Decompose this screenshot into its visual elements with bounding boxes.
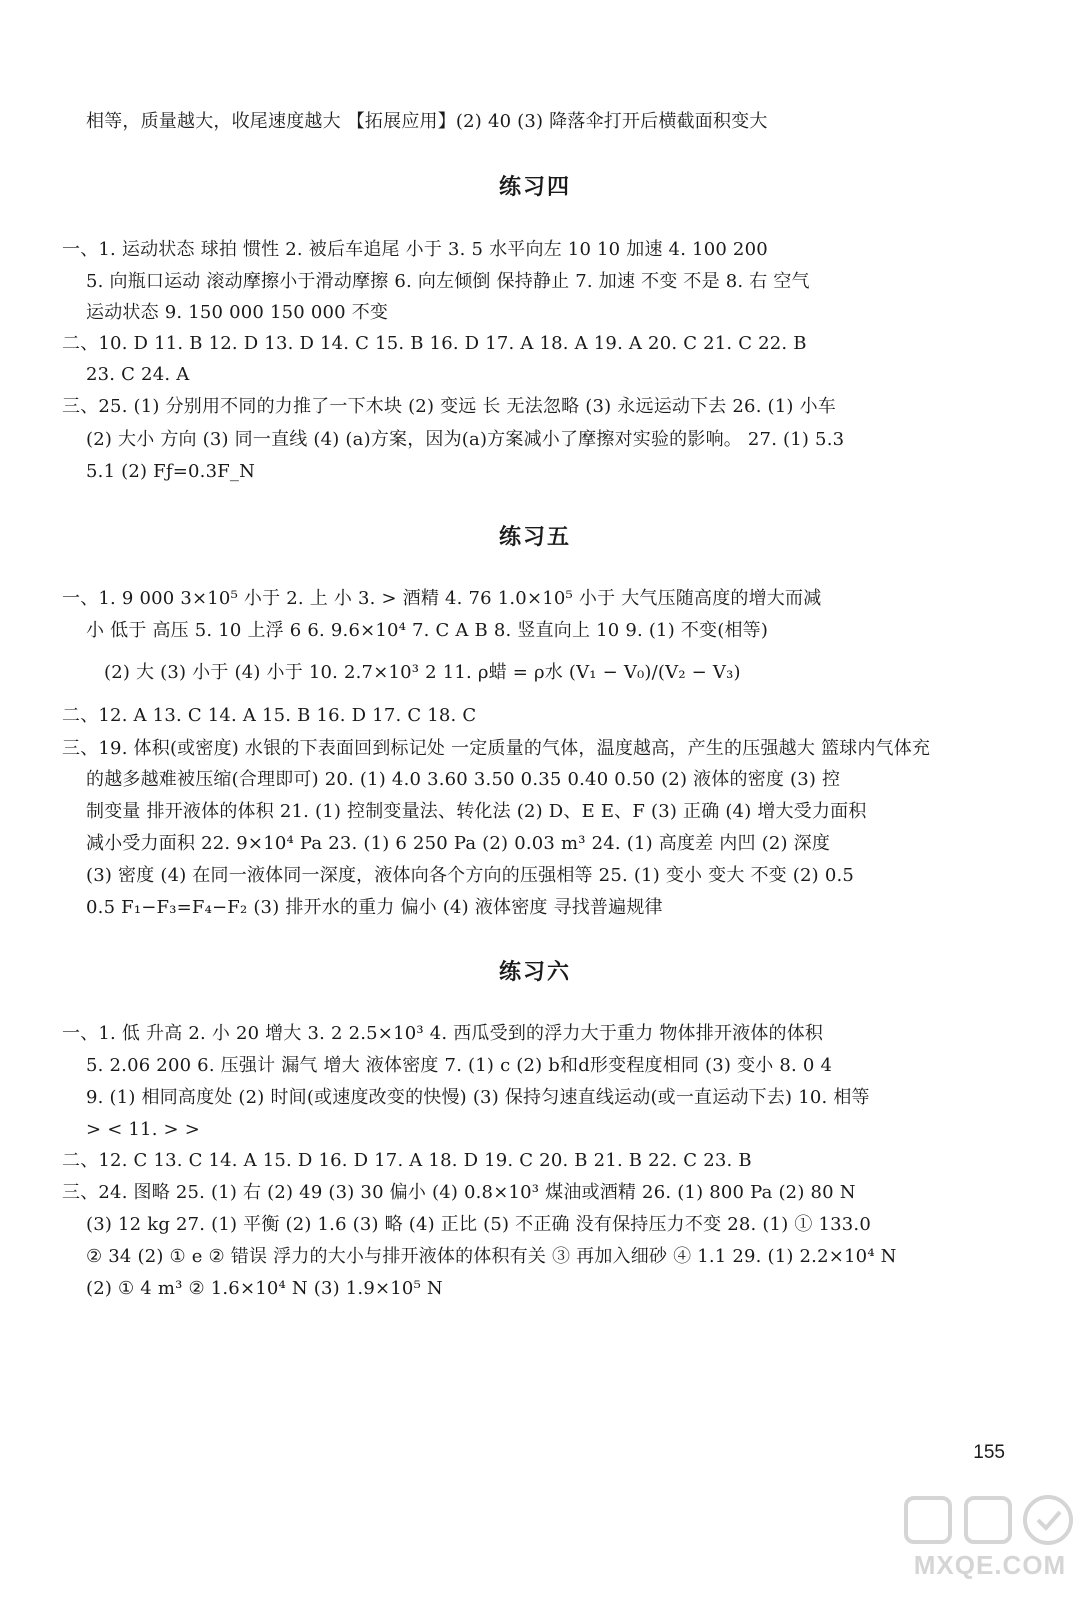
text-line: 二、10. D 11. B 12. D 13. D 14. C 15. B 16. D 17. A 18. A 19. A 20. C 21. C 22. B: [62, 333, 807, 354]
section-title-5: 练习五: [498, 525, 571, 550]
text-line: 减小受力面积 22. 9×10⁴ Pa 23. (1) 6 250 Pa (2) 0.03 m³ 24. (1) 高度差 内凹 (2) 深度: [86, 833, 831, 854]
page-number: 155: [973, 1442, 1005, 1463]
text-line: 5. 2.06 200 6. 压强计 漏气 增大 液体密度 7. (1) c (2) b和d形变程度相同 (3) 变小 8. 0 4: [86, 1055, 833, 1076]
text-line: 23. C 24. A: [86, 364, 190, 385]
text-line: (3) 密度 (4) 在同一液体同一深度，液体向各个方向的压强相等 25. (1) 变小 变大 不变 (2) 0.5: [86, 865, 855, 886]
text-line: > < 11. > >: [86, 1119, 201, 1140]
watermark-icon: [900, 1490, 1080, 1550]
text-line: (2) 大小 方向 (3) 同一直线 (4) (a)方案，因为(a)方案减小了摩擦对实验的影响。 27. (1) 5.3: [86, 429, 845, 450]
text-line: 一、1. 低 升高 2. 小 20 增大 3. 2 2.5×10³ 4. 西瓜受到的浮力大于重力 物体排开液体的体积: [62, 1023, 824, 1044]
text-line: 三、24. 图略 25. (1) 右 (2) 49 (3) 30 偏小 (4) 0.8×10³ 煤油或酒精 26. (1) 800 Pa (2) 80 N: [62, 1182, 856, 1203]
text-line: (3) 12 kg 27. (1) 平衡 (2) 1.6 (3) 略 (4) 正比 (5) 不正确 没有保持压力不变 28. (1) ① 133.0: [86, 1214, 872, 1235]
text-line: 二、12. C 13. C 14. A 15. D 16. D 17. A 18. D 19. C 20. B 21. B 22. C 23. B: [62, 1150, 752, 1171]
text-line: 运动状态 9. 150 000 150 000 不变: [86, 302, 389, 323]
text-line: (2) ① 4 m³ ② 1.6×10⁴ N (3) 1.9×10⁵ N: [86, 1278, 443, 1299]
watermark-logo: [900, 1490, 1080, 1600]
text-line: 相等，质量越大，收尾速度越大 【拓展应用】(2) 40 (3) 降落伞打开后横截面积变大: [86, 111, 768, 132]
watermark-text: MXQE.COM: [913, 1550, 1067, 1580]
text-line: 0.5 F₁−F₃=F₄−F₂ (3) 排开水的重力 偏小 (4) 液体密度 寻找普遍规律: [86, 897, 663, 918]
text-line: 的越多越难被压缩(合理即可) 20. (1) 4.0 3.60 3.50 0.35 0.40 0.50 (2) 液体的密度 (3) 控: [86, 769, 841, 790]
text-line: 一、1. 运动状态 球拍 惯性 2. 被后车追尾 小于 3. 5 水平向左 10 10 加速 4. 100 200: [62, 239, 768, 260]
text-line: ② 34 (2) ① e ② 错误 浮力的大小与排开液体的体积有关 ③ 再加入细砂 ④ 1.1 29. (1) 2.2×10⁴ N: [86, 1246, 897, 1267]
text-line: 一、1. 9 000 3×10⁵ 小于 2. 上 小 3. > 酒精 4. 76 1.0×10⁵ 小于 大气压随高度的增大而减: [62, 588, 822, 609]
text-line: 5. 向瓶口运动 滚动摩擦小于滑动摩擦 6. 向左倾倒 保持静止 7. 加速 不变 不是 8. 右 空气: [86, 271, 810, 292]
text-line: 9. (1) 相同高度处 (2) 时间(或速度改变的快慢) (3) 保持匀速直线运动(或一直运动下去) 10. 相等: [86, 1087, 870, 1108]
text-line: 二、12. A 13. C 14. A 15. B 16. D 17. C 18. C: [62, 705, 477, 726]
section-title-6: 练习六: [498, 960, 571, 985]
text-line: 5.1 (2) Fƒ=0.3F_N: [86, 461, 256, 482]
text-line: 三、25. (1) 分别用不同的力推了一下木块 (2) 变远 长 无法忽略 (3) 永远运动下去 26. (1) 小车: [62, 396, 836, 417]
section-title-4: 练习四: [498, 175, 571, 200]
text-line: 三、19. 体积(或密度) 水银的下表面回到标记处 一定质量的气体，温度越高，产生的压强越大 篮球内气体充: [62, 738, 931, 759]
text-line: 小 低于 高压 5. 10 上浮 6 6. 9.6×10⁴ 7. C A B 8. 竖直向上 10 9. (1) 不变(相等): [86, 620, 769, 641]
text-line: 制变量 排开液体的体积 21. (1) 控制变量法、转化法 (2) D、E E、F (3) 正确 (4) 增大受力面积: [86, 801, 867, 822]
text-line: (2) 大 (3) 小于 (4) 小于 10. 2.7×10³ 2 11. ρ蜡 = ρ水 (V₁ − V₀)/(V₂ − V₃): [104, 662, 741, 683]
